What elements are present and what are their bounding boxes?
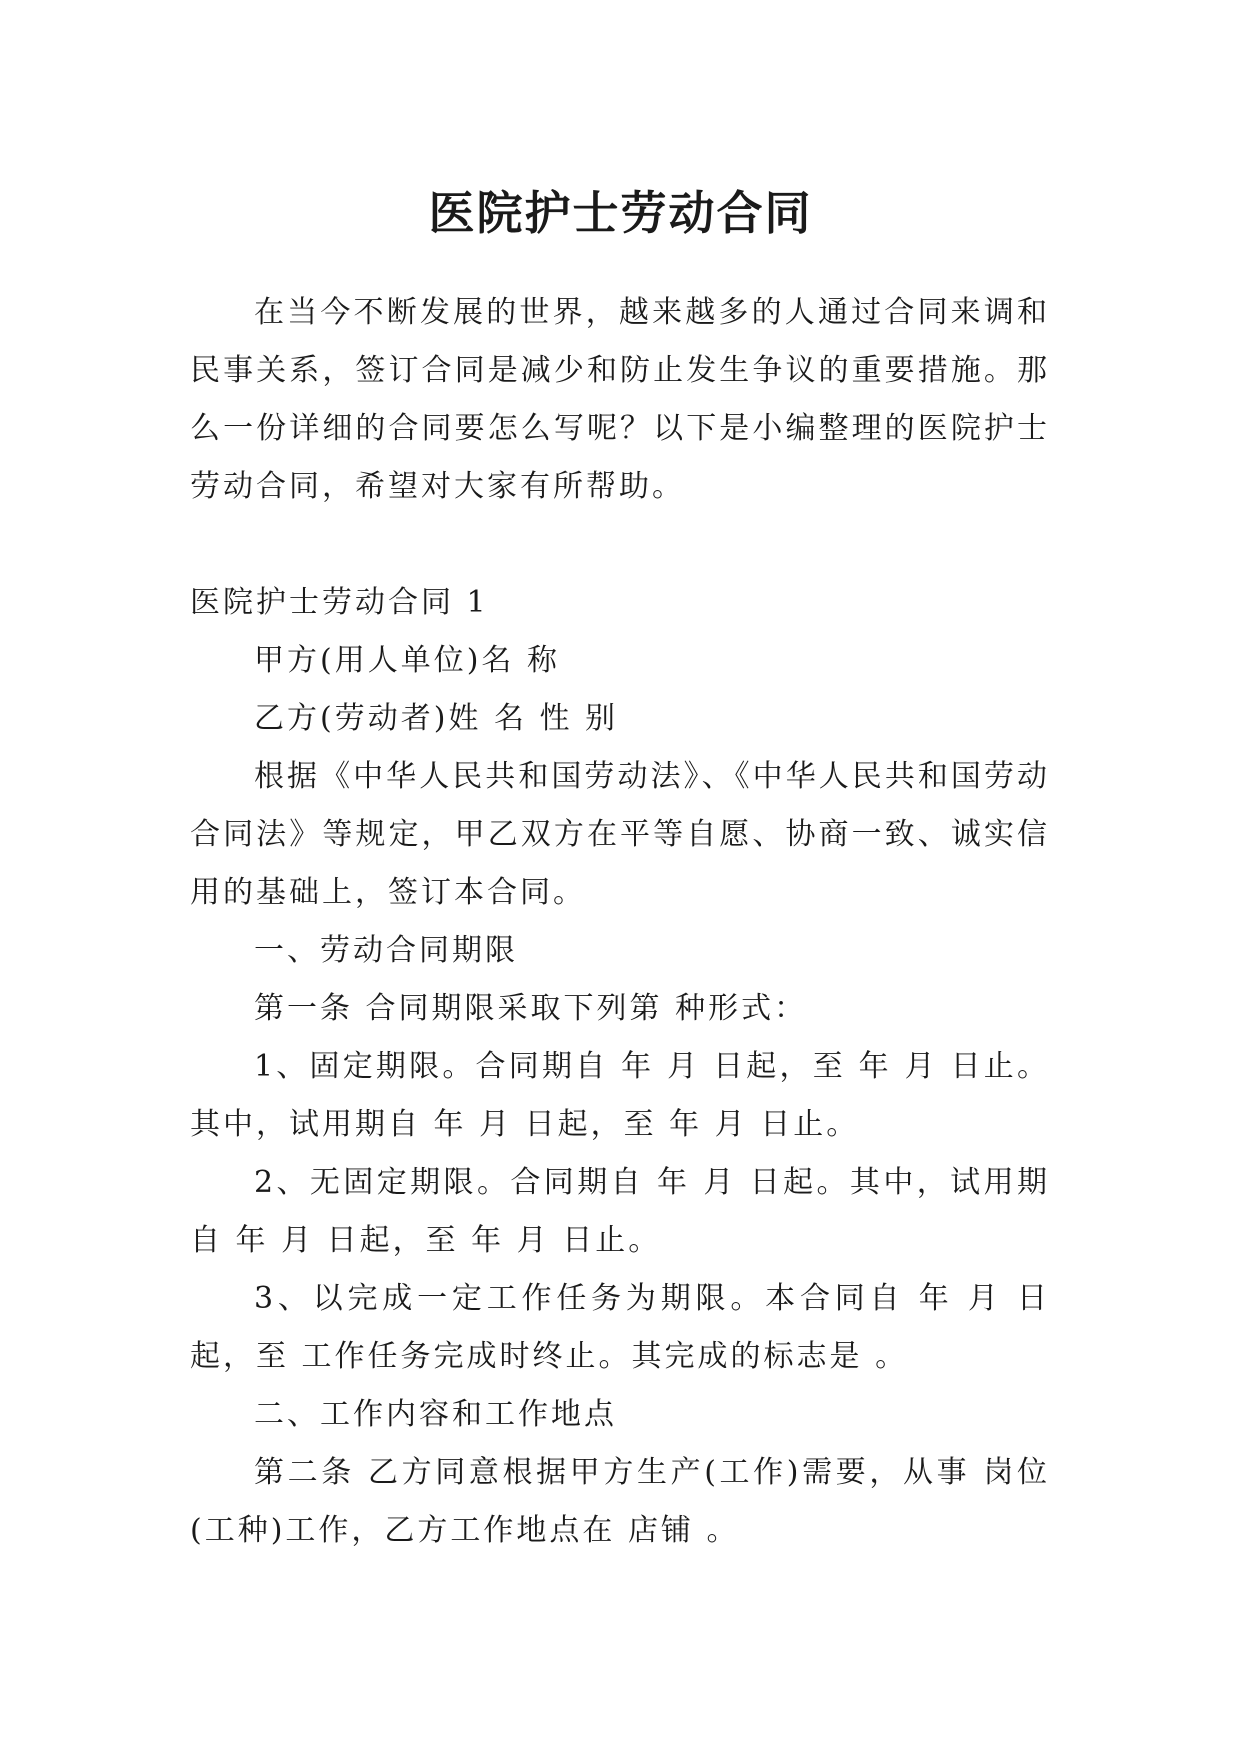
clause-heading-work: 二、工作内容和工作地点 [254,1397,617,1432]
term-option-open: 2、无固定期限。合同期自 年 月 日起。其中，试用期自 年 月 日起，至 年 月 日止。 [190,1165,1050,1258]
document-title: 医院护士劳动合同 [428,185,813,240]
intro-paragraph: 在当今不断发展的世界，越来越多的人通过合同来调和民事关系，签订合同是减少和防止发生争议的重要措施。那么一份详细的合同要怎么写呢？以下是小编整理的医院护士劳动合同，希望对大家有所帮助。 [190,295,1050,504]
section-heading: 医院护士劳动合同 1 [190,585,489,620]
term-option-task: 3、以完成一定工作任务为期限。本合同自 年 月 日起，至 工作任务完成时终止。其完成的标志是 。 [190,1281,1050,1374]
article-one: 第一条 合同期限采取下列第 种形式： [254,991,808,1026]
legal-basis-paragraph: 根据《中华人民共和国劳动法》、《中华人民共和国劳动合同法》等规定，甲乙双方在平等自愿、协商一致、诚实信用的基础上，签订本合同。 [190,759,1050,910]
party-a-line: 甲方(用人单位)名 称 [254,643,560,678]
article-two: 第二条 乙方同意根据甲方生产(工作)需要，从事 岗位(工种)工作，乙方工作地点在 店铺 。 [190,1455,1050,1548]
term-option-fixed: 1、固定期限。合同期自 年 月 日起，至 年 月 日止。其中，试用期自 年 月 日起，至 年 月 日止。 [190,1049,1050,1142]
clause-heading-term: 一、劳动合同期限 [254,933,518,968]
document-body [190,284,1050,1560]
party-b-line: 乙方(劳动者)姓 名 性 别 [254,701,619,736]
